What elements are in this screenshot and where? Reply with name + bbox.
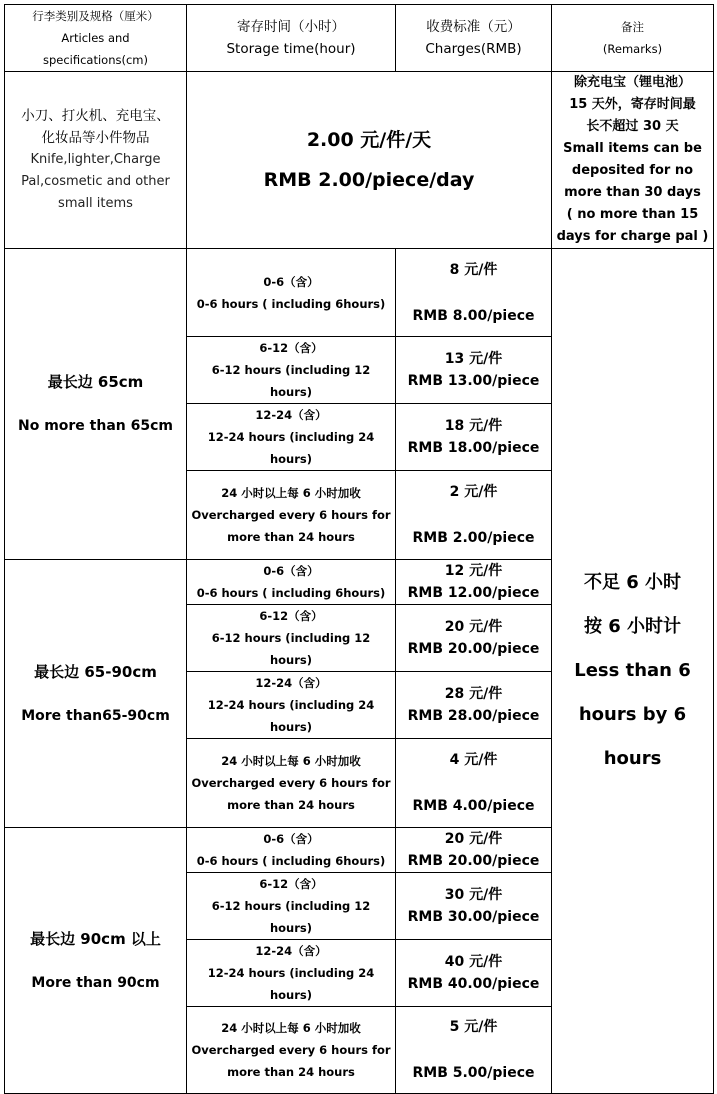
time-cell bbox=[187, 672, 396, 739]
price-cell bbox=[396, 605, 552, 672]
category-en: More than 90cm bbox=[31, 974, 160, 991]
price-cell bbox=[396, 873, 552, 940]
category-cn: 最长边 65-90cm bbox=[34, 662, 157, 681]
time-en-1: Overcharged every 6 hours for bbox=[191, 1043, 391, 1057]
time-en: 12-24 hours (including 24 hours) bbox=[207, 430, 375, 466]
price-cn: 8 元/件 bbox=[449, 261, 498, 278]
price-cell bbox=[396, 940, 552, 1007]
small-items-remark-2: 15 天外，寄存时间最 bbox=[569, 97, 696, 112]
small-items-remark-7: ( no more than 15 bbox=[566, 207, 699, 222]
small-items-remark bbox=[552, 72, 714, 249]
time-cn: 24 小时以上每 6 小时加收 bbox=[221, 486, 361, 500]
time-cell bbox=[187, 739, 396, 828]
time-cell bbox=[187, 404, 396, 471]
price-cell bbox=[396, 404, 552, 471]
price-en: RMB 20.00/piece bbox=[407, 641, 540, 657]
category-cn: 最长边 90cm 以上 bbox=[30, 929, 161, 948]
category-cn: 最长边 65cm bbox=[47, 373, 144, 391]
category-en: More than65-90cm bbox=[21, 707, 170, 724]
price-en: RMB 18.00/piece bbox=[407, 440, 540, 456]
small-items-en-1: Knife,lighter,Charge bbox=[30, 152, 161, 167]
time-cn: 12-24（含） bbox=[255, 944, 327, 958]
category-en: No more than 65cm bbox=[17, 418, 173, 434]
remark-main-cell bbox=[552, 249, 714, 1094]
time-en-2: more than 24 hours bbox=[227, 798, 355, 812]
small-items-cn-1: 小刀、打火机、充电宝、 bbox=[21, 108, 170, 124]
small-items-remark-4: Small items can be bbox=[563, 141, 702, 156]
price-cn: 12 元/件 bbox=[444, 563, 503, 579]
time-en-2: more than 24 hours bbox=[227, 1065, 355, 1079]
time-cn: 6-12（含） bbox=[259, 877, 323, 891]
price-cn: 18 元/件 bbox=[444, 418, 503, 434]
price-en: RMB 30.00/piece bbox=[407, 909, 540, 925]
time-cn: 0-6（含） bbox=[263, 274, 319, 289]
header-remarks bbox=[552, 5, 714, 72]
small-items-remark-3: 长不超过 30 天 bbox=[586, 119, 679, 134]
small-items-price bbox=[187, 72, 552, 249]
table-header-row bbox=[5, 5, 714, 72]
time-en: 0-6 hours ( including 6hours) bbox=[196, 296, 386, 311]
time-cn: 0-6（含） bbox=[263, 564, 319, 578]
small-items-price-en: RMB 2.00/piece/day bbox=[263, 169, 475, 191]
price-cn: 5 元/件 bbox=[449, 1019, 498, 1035]
time-cell bbox=[187, 1007, 396, 1094]
price-cn: 20 元/件 bbox=[444, 831, 503, 847]
price-cell bbox=[396, 739, 552, 828]
luggage-storage-price-table bbox=[4, 4, 714, 1094]
time-en-1: Overcharged every 6 hours for bbox=[191, 508, 391, 522]
time-en: 0-6 hours ( including 6hours) bbox=[196, 854, 386, 868]
time-cell bbox=[187, 828, 396, 873]
price-cell bbox=[396, 249, 552, 337]
header-charges-en: Charges(RMB) bbox=[425, 41, 522, 57]
header-charges-cn: 收费标准（元） bbox=[426, 19, 521, 35]
time-cell bbox=[187, 605, 396, 672]
price-cn: 40 元/件 bbox=[444, 954, 503, 970]
time-en-1: Overcharged every 6 hours for bbox=[191, 776, 391, 790]
header-remarks-en: (Remarks) bbox=[602, 42, 663, 56]
price-en: RMB 8.00/piece bbox=[412, 307, 535, 324]
small-items-en-3: small items bbox=[58, 196, 133, 211]
price-cell bbox=[396, 828, 552, 873]
small-items-price-cn: 2.00 元/件/天 bbox=[306, 129, 432, 151]
price-cn: 20 元/件 bbox=[444, 619, 503, 635]
time-cn: 12-24（含） bbox=[255, 408, 327, 422]
header-storage-time-en: Storage time(hour) bbox=[226, 41, 356, 57]
time-cn: 24 小时以上每 6 小时加收 bbox=[221, 754, 361, 768]
time-cn: 0-6（含） bbox=[263, 832, 319, 846]
price-en: RMB 12.00/piece bbox=[407, 585, 540, 601]
small-items-category bbox=[5, 72, 187, 249]
remark-main-3: Less than 6 bbox=[574, 660, 691, 681]
header-charges bbox=[396, 5, 552, 72]
small-items-remark-1: 除充电宝（锂电池） bbox=[573, 75, 691, 90]
remark-main-1: 不足 6 小时 bbox=[583, 572, 682, 593]
price-en: RMB 2.00/piece bbox=[412, 530, 535, 546]
remark-main-5: hours bbox=[603, 748, 662, 769]
small-items-en-2: Pal,cosmetic and other bbox=[21, 174, 170, 189]
small-items-cn-2: 化妆品等小件物品 bbox=[41, 130, 150, 146]
header-storage-time-cn: 寄存时间（小时） bbox=[237, 19, 345, 35]
time-cn: 24 小时以上每 6 小时加收 bbox=[221, 1021, 361, 1035]
remark-main-4: hours by 6 bbox=[578, 704, 687, 725]
price-en: RMB 28.00/piece bbox=[407, 708, 540, 724]
price-en: RMB 20.00/piece bbox=[407, 853, 540, 869]
header-category-en-1: Articles and bbox=[61, 31, 130, 45]
time-en-2: more than 24 hours bbox=[227, 530, 355, 544]
time-cell bbox=[187, 471, 396, 560]
price-cn: 2 元/件 bbox=[449, 484, 498, 500]
time-cell bbox=[187, 337, 396, 404]
header-category-en-2: specifications(cm) bbox=[42, 53, 149, 67]
time-cell bbox=[187, 560, 396, 605]
price-cn: 4 元/件 bbox=[449, 752, 498, 768]
small-items-remark-5: deposited for no bbox=[571, 163, 694, 178]
time-en: 6-12 hours (including 12 hours) bbox=[211, 631, 371, 667]
price-cell bbox=[396, 471, 552, 560]
header-remarks-cn: 备注 bbox=[621, 20, 644, 34]
category-cell-90cm-plus bbox=[5, 828, 187, 1094]
table-row bbox=[5, 249, 714, 337]
price-en: RMB 5.00/piece bbox=[412, 1065, 535, 1081]
price-cn: 28 元/件 bbox=[444, 686, 503, 702]
time-cn: 6-12（含） bbox=[259, 341, 323, 355]
time-en: 6-12 hours (including 12 hours) bbox=[211, 899, 371, 935]
price-cell bbox=[396, 672, 552, 739]
price-cn: 30 元/件 bbox=[444, 887, 503, 903]
time-en: 6-12 hours (including 12 hours) bbox=[211, 363, 371, 399]
time-en: 0-6 hours ( including 6hours) bbox=[196, 586, 386, 600]
price-cell bbox=[396, 1007, 552, 1094]
price-cn: 13 元/件 bbox=[444, 351, 503, 367]
time-cell bbox=[187, 940, 396, 1007]
header-category bbox=[5, 5, 187, 72]
time-en: 12-24 hours (including 24 hours) bbox=[207, 698, 375, 734]
category-cell-65cm bbox=[5, 249, 187, 560]
small-items-remark-6: more than 30 days bbox=[564, 185, 701, 200]
header-category-cn: 行李类别及规格（厘米） bbox=[32, 9, 159, 23]
category-cell-65-90cm bbox=[5, 560, 187, 828]
small-items-row bbox=[5, 72, 714, 249]
time-en: 12-24 hours (including 24 hours) bbox=[207, 966, 375, 1002]
remark-main-2: 按 6 小时计 bbox=[583, 616, 682, 637]
time-cell bbox=[187, 249, 396, 337]
time-cn: 12-24（含） bbox=[255, 676, 327, 690]
header-storage-time bbox=[187, 5, 396, 72]
price-en: RMB 4.00/piece bbox=[412, 798, 535, 814]
price-cell bbox=[396, 560, 552, 605]
price-en: RMB 40.00/piece bbox=[407, 976, 540, 992]
price-cell bbox=[396, 337, 552, 404]
small-items-remark-8: days for charge pal ) bbox=[556, 229, 709, 244]
price-en: RMB 13.00/piece bbox=[407, 373, 540, 389]
time-cn: 6-12（含） bbox=[259, 609, 323, 623]
time-cell bbox=[187, 873, 396, 940]
